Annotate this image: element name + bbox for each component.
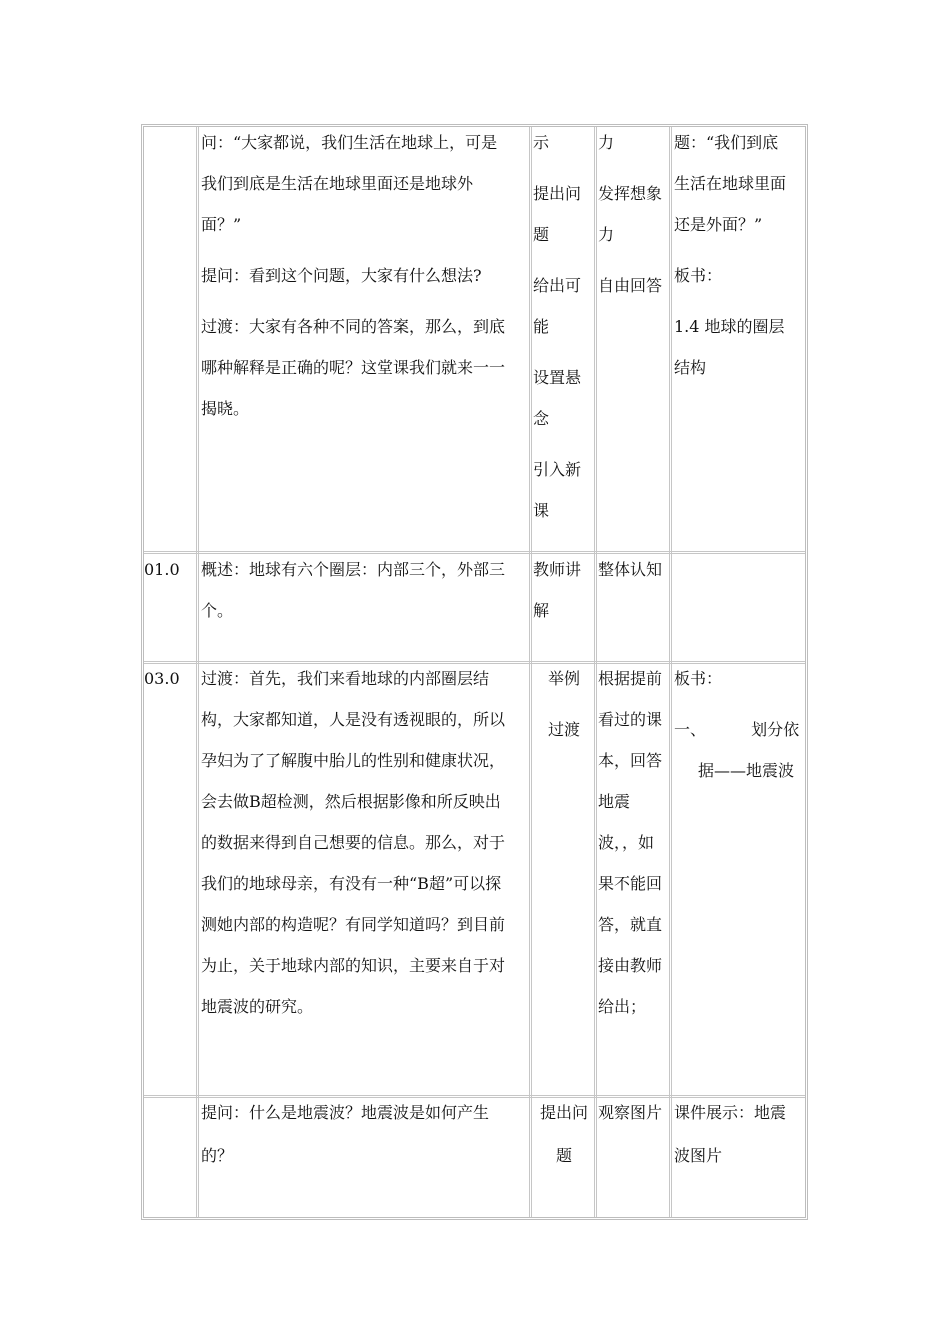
teacher-activity-cell bbox=[533, 549, 581, 631]
text-line: 我们的地球母亲，有没有一种“B超”可以探 bbox=[201, 874, 502, 893]
text-line: 给出； bbox=[598, 997, 647, 1016]
text-line: 揭晓。 bbox=[201, 399, 250, 418]
text-line: 设置悬 bbox=[533, 368, 582, 387]
text-line: 问：“大家都说，我们生活在地球上，可是 bbox=[201, 133, 498, 152]
text-line: 示 bbox=[533, 133, 550, 152]
text-line: 波图片 bbox=[674, 1146, 723, 1165]
text-line: 引入新 bbox=[533, 460, 582, 479]
text-line: 过渡：大家有各种不同的答案，那么，到底 bbox=[201, 317, 506, 336]
text-line: 果不能回 bbox=[598, 874, 663, 893]
text-line: 能 bbox=[533, 317, 550, 336]
text-line: 哪种解释是正确的呢？这堂课我们就来一一 bbox=[201, 358, 506, 377]
student-activity-cell bbox=[598, 1092, 662, 1133]
text-line: 答，就直 bbox=[598, 915, 663, 934]
text-line: 结构 bbox=[674, 358, 707, 377]
text-line: 板书： bbox=[674, 669, 723, 688]
text-line: 地震波的研究。 bbox=[201, 997, 314, 1016]
text-line: 还是外面？” bbox=[674, 215, 763, 234]
text-line: 过渡 bbox=[547, 720, 580, 739]
text-line: 过渡：首先，我们来看地球的内部圈层结 bbox=[201, 669, 490, 688]
content-cell bbox=[201, 1092, 489, 1176]
text-line: 构，大家都知道，人是没有透视眼的，所以 bbox=[201, 710, 506, 729]
content-cell bbox=[201, 658, 505, 1027]
content-cell bbox=[201, 122, 505, 429]
time-cell bbox=[144, 549, 180, 590]
column-divider bbox=[196, 127, 199, 1217]
text-line: 提问：什么是地震波？地震波是如何产生 bbox=[201, 1103, 490, 1122]
text-line: 力 bbox=[598, 133, 615, 152]
text-line: 举例 bbox=[547, 669, 580, 688]
text-line: 接由教师 bbox=[598, 956, 663, 975]
text-line: 念 bbox=[533, 409, 550, 428]
content-cell bbox=[201, 549, 505, 631]
time-value: 01.0 bbox=[144, 560, 180, 579]
text-line: 给出可 bbox=[533, 276, 582, 295]
text-line: 1.4 地球的圈层 bbox=[674, 317, 785, 336]
text-line: 观察图片 bbox=[598, 1103, 663, 1122]
text-line: 概述：地球有六个圈层：内部三个，外部三 bbox=[201, 560, 506, 579]
text-line: 一、 划分依 bbox=[674, 720, 800, 739]
teacher-activity-cell bbox=[532, 1092, 596, 1176]
text-line: 生活在地球里面 bbox=[674, 174, 787, 193]
time-cell bbox=[144, 658, 180, 699]
text-line: 教师讲 bbox=[533, 560, 582, 579]
text-line: 看过的课 bbox=[598, 710, 663, 729]
text-line: 题 bbox=[533, 225, 550, 244]
text-line: 整体认知 bbox=[598, 560, 663, 579]
text-line: 本，回答 bbox=[598, 751, 663, 770]
text-line: 根据提前 bbox=[598, 669, 663, 688]
text-line: 会去做B超检测，然后根据影像和所反映出 bbox=[201, 792, 501, 811]
text-line: 提出问 bbox=[533, 184, 582, 203]
text-line: 题：“我们到底 bbox=[674, 133, 779, 152]
text-line: 地震 bbox=[598, 792, 631, 811]
text-line: 提出问 bbox=[539, 1103, 588, 1122]
text-line: 面？” bbox=[201, 215, 242, 234]
text-line: 个。 bbox=[201, 601, 234, 620]
time-value: 03.0 bbox=[144, 669, 180, 688]
student-activity-cell bbox=[598, 658, 662, 1027]
text-line: 为止，关于地球内部的知识，主要来自于对 bbox=[201, 956, 506, 975]
design-intent-cell bbox=[674, 122, 786, 388]
text-line: 我们到底是生活在地球里面还是地球外 bbox=[201, 174, 474, 193]
text-line: 解 bbox=[533, 601, 550, 620]
text-line: 发挥想象 bbox=[598, 184, 663, 203]
text-line: 的数据来得到自己想要的信息。那么，对于 bbox=[201, 833, 506, 852]
design-intent-cell bbox=[674, 658, 799, 791]
text-line: 提问：看到这个问题，大家有什么想法? bbox=[201, 266, 482, 285]
text-line: 课 bbox=[533, 501, 550, 520]
text-line: 板书： bbox=[674, 266, 723, 285]
student-activity-cell bbox=[598, 549, 662, 590]
text-line: 波，，如 bbox=[598, 833, 655, 852]
design-intent-cell bbox=[674, 1092, 786, 1176]
text-line: 自由回答 bbox=[598, 276, 663, 295]
student-activity-cell bbox=[598, 122, 662, 306]
text-line: 课件展示：地震 bbox=[674, 1103, 787, 1122]
teacher-activity-cell bbox=[532, 658, 596, 750]
text-line: 据——地震波 bbox=[698, 761, 795, 780]
teacher-activity-cell bbox=[533, 122, 581, 531]
text-line: 力 bbox=[598, 225, 615, 244]
text-line: 题 bbox=[555, 1146, 572, 1165]
text-line: 的？ bbox=[201, 1146, 234, 1165]
text-line: 测她内部的构造呢？有同学知道吗？到目前 bbox=[201, 915, 506, 934]
column-divider bbox=[669, 127, 672, 1217]
text-line: 孕妇为了了解腹中胎儿的性别和健康状况， bbox=[201, 751, 506, 770]
